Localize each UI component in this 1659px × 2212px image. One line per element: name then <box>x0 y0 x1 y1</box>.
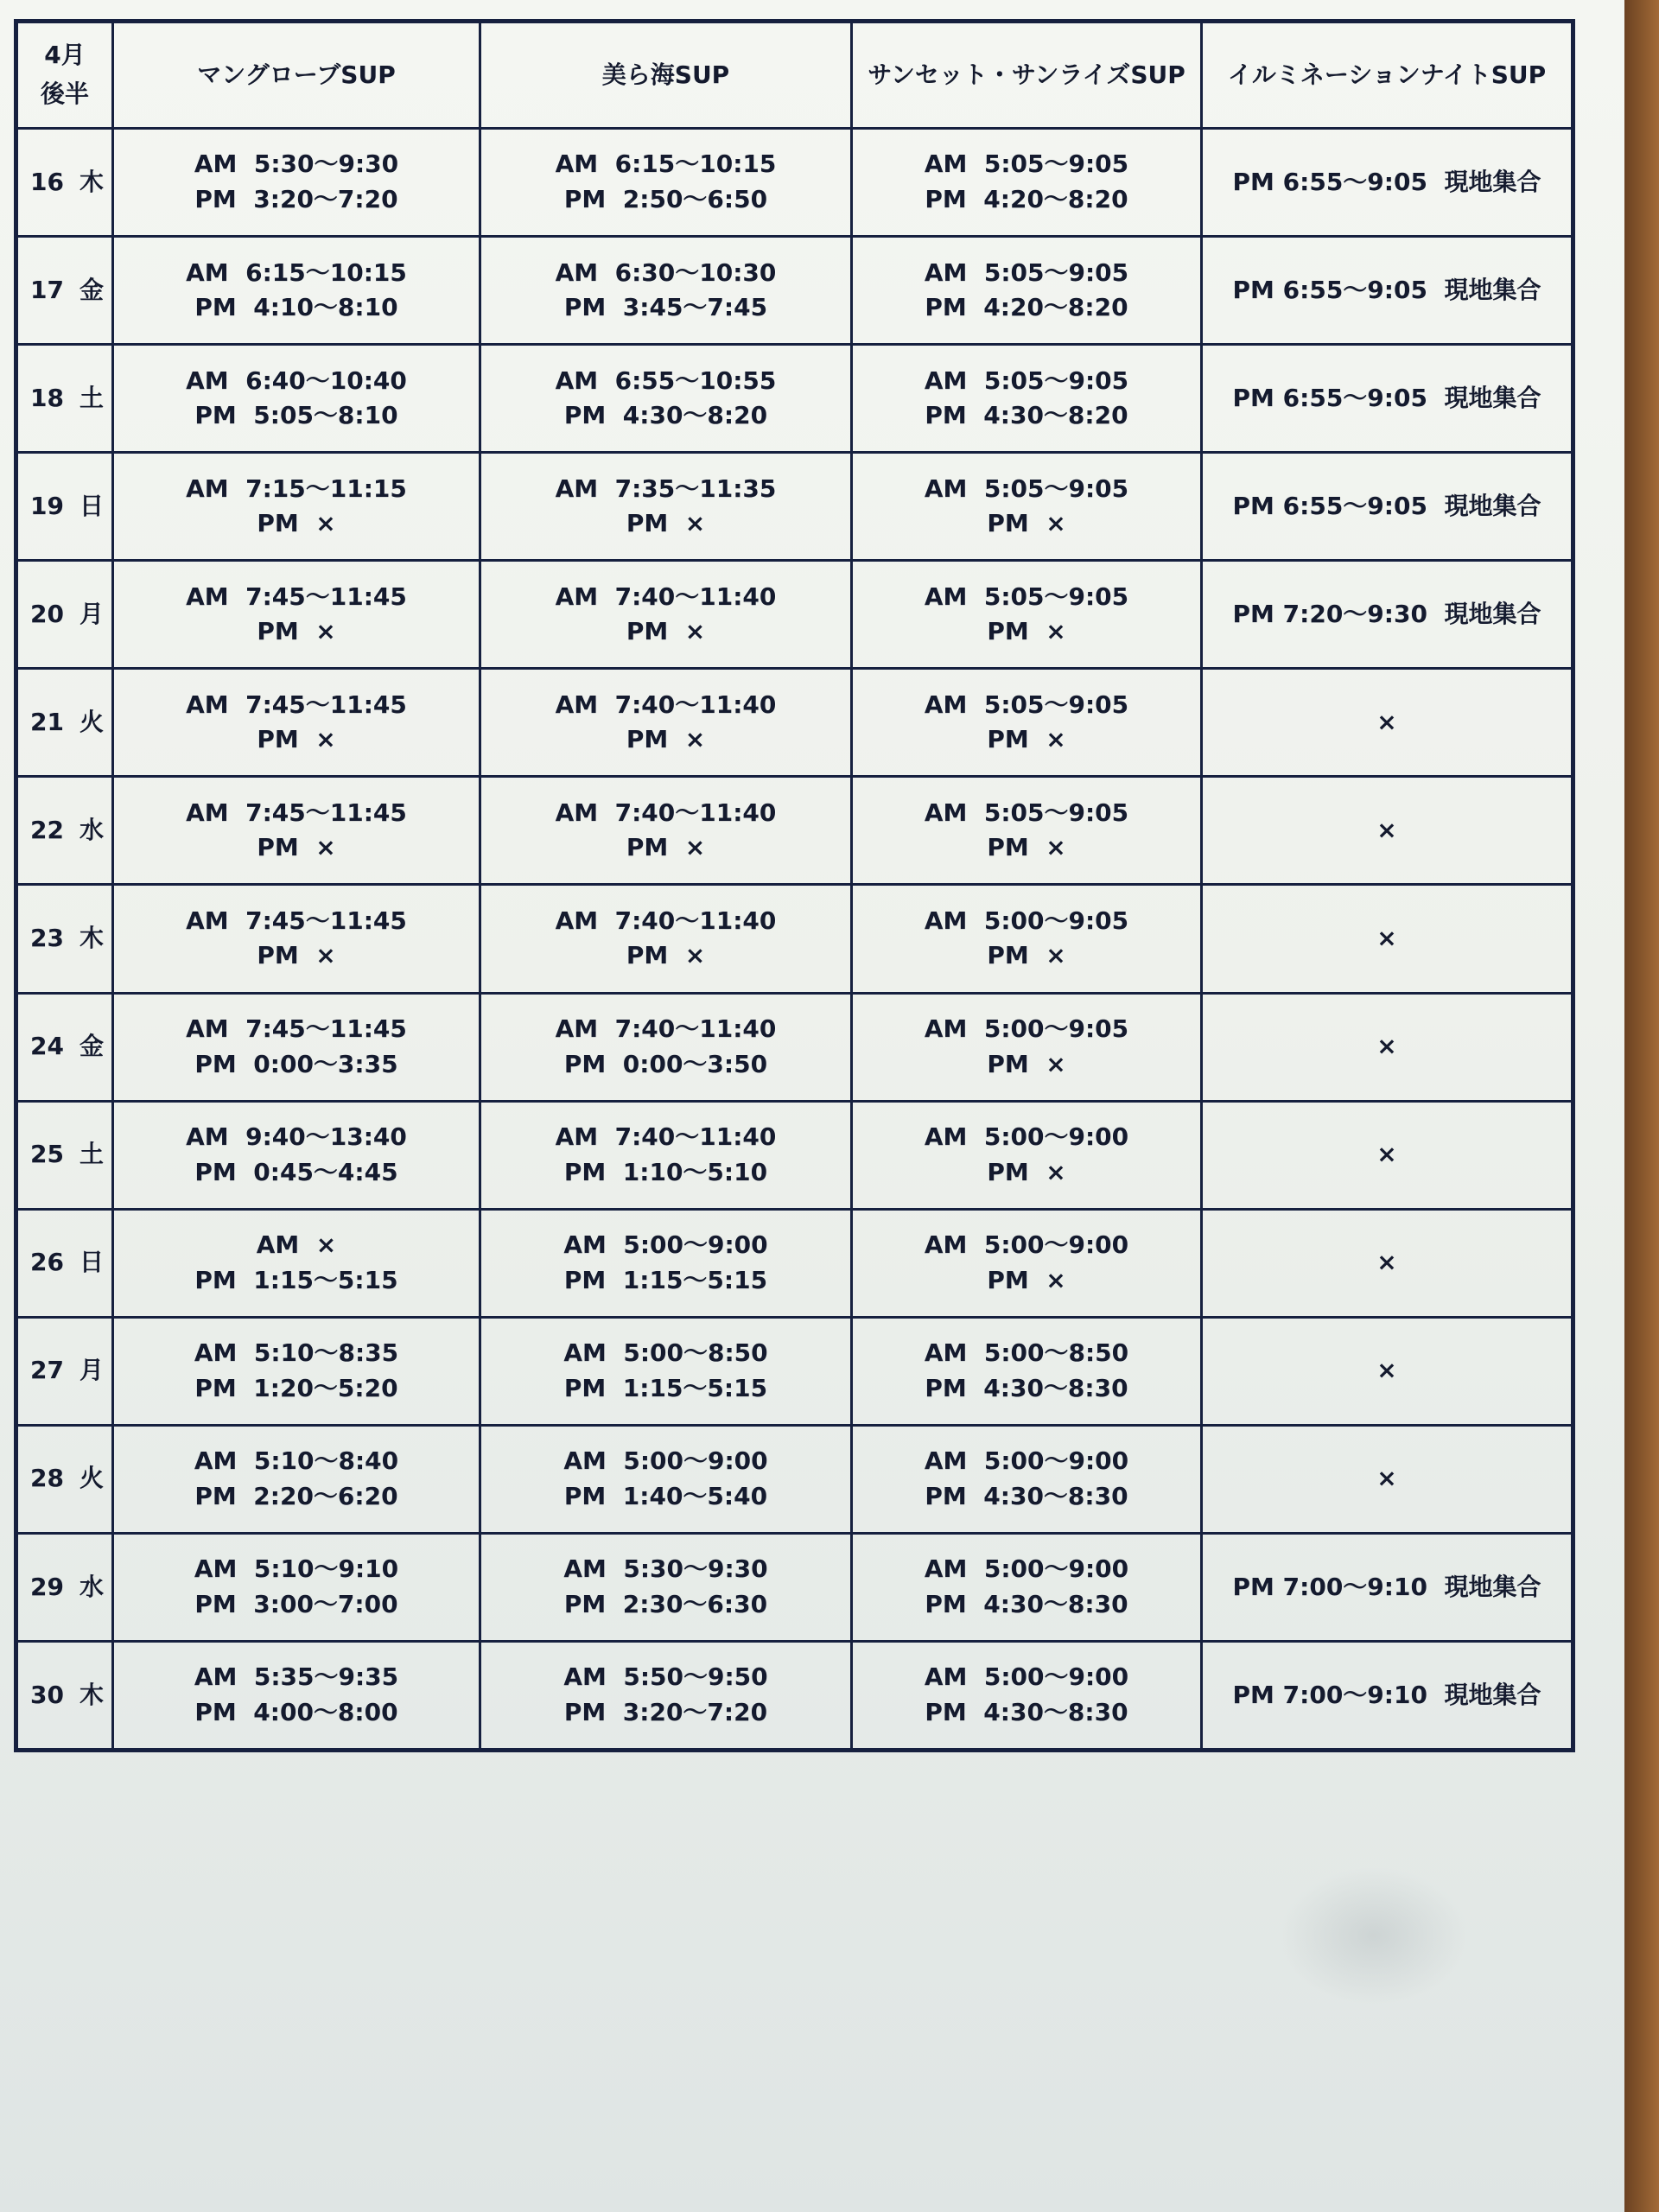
weekday: 土 <box>79 1140 104 1169</box>
time-slot: PM × <box>987 1265 1066 1294</box>
mangrove-cell <box>113 669 480 777</box>
day-number: 29 <box>30 1572 64 1601</box>
time-slot: AM 5:05〜9:05 <box>924 149 1129 179</box>
time-slot: PM 2:30〜6:30 <box>563 1589 768 1618</box>
weekday: 火 <box>79 1464 104 1493</box>
time-slot: PM 4:30〜8:20 <box>925 401 1128 430</box>
time-slot: AM 5:10〜9:10 <box>194 1554 399 1584</box>
mangrove-cell <box>113 1317 480 1425</box>
time-slot: AM 7:40〜11:40 <box>555 906 777 935</box>
date-cell <box>16 561 113 669</box>
day-number: 16 <box>30 167 64 196</box>
time-slot: AM 5:00〜9:00 <box>924 1554 1129 1584</box>
sunset-sunrise-cell <box>852 885 1202 993</box>
weekday: 月 <box>79 599 104 628</box>
day-number: 22 <box>30 816 64 845</box>
time-slot: AM 5:00〜9:00 <box>924 1662 1129 1692</box>
time-slot: PM 3:20〜7:20 <box>563 1697 768 1726</box>
churaumi-cell <box>480 1209 852 1317</box>
time-slot: AM 7:45〜11:45 <box>186 1014 407 1043</box>
time-slot: AM 5:00〜9:00 <box>563 1230 768 1260</box>
time-slot: PM 4:30〜8:30 <box>925 1481 1128 1510</box>
time-slot: PM 4:00〜8:00 <box>194 1697 398 1726</box>
time-slot: AM 7:40〜11:40 <box>555 798 777 827</box>
time-slot: PM × <box>626 725 706 754</box>
time-slot: PM 0:45〜4:45 <box>194 1157 398 1186</box>
time-slot: AM 5:30〜9:30 <box>563 1554 768 1584</box>
day-number: 25 <box>30 1140 64 1169</box>
churaumi-cell <box>480 453 852 561</box>
table-row <box>16 1101 1573 1209</box>
sunset-sunrise-cell <box>852 1641 1202 1750</box>
time-slot: AM 5:10〜8:40 <box>194 1446 399 1476</box>
day-number: 20 <box>30 599 64 628</box>
day-number: 17 <box>30 275 64 304</box>
time-slot: PM 4:30〜8:30 <box>925 1697 1128 1726</box>
sunset-sunrise-cell <box>852 1209 1202 1317</box>
time-slot: AM 5:00〜9:05 <box>924 1014 1129 1043</box>
time-slot: AM × <box>256 1230 337 1260</box>
mangrove-cell <box>113 561 480 669</box>
date-cell <box>16 453 113 561</box>
time-slot: AM 6:30〜10:30 <box>555 257 777 287</box>
churaumi-cell <box>480 1101 852 1209</box>
table-row <box>16 345 1573 453</box>
sunset-sunrise-cell <box>852 453 1202 561</box>
time-slot: PM 6:55〜9:05 現地集合 <box>1232 275 1541 304</box>
churaumi-cell <box>480 885 852 993</box>
time-slot: AM 6:15〜10:15 <box>555 149 777 179</box>
time-slot: AM 5:30〜9:30 <box>194 149 399 179</box>
time-slot: PM 1:40〜5:40 <box>563 1481 768 1510</box>
table-row <box>16 1533 1573 1641</box>
time-slot: AM 5:05〜9:05 <box>924 474 1129 503</box>
churaumi-cell <box>480 993 852 1101</box>
time-slot: PM 1:15〜5:15 <box>563 1373 768 1402</box>
illumination-night-cell <box>1202 1209 1573 1317</box>
illumination-night-cell <box>1202 561 1573 669</box>
time-slot: AM 5:50〜9:50 <box>563 1662 768 1692</box>
illumination-night-cell <box>1202 1425 1573 1533</box>
time-slot: PM × <box>987 509 1066 538</box>
mangrove-cell <box>113 453 480 561</box>
weekday: 火 <box>79 708 104 737</box>
time-slot: AM 7:45〜11:45 <box>186 798 407 827</box>
illumination-night-cell <box>1202 237 1573 345</box>
table-row <box>16 993 1573 1101</box>
time-slot: AM 5:00〜8:50 <box>563 1338 768 1368</box>
weekday: 金 <box>79 275 104 304</box>
illumination-night-cell <box>1202 345 1573 453</box>
time-slot: PM 7:00〜9:10 現地集合 <box>1232 1572 1541 1601</box>
time-slot: PM 7:20〜9:30 現地集合 <box>1232 599 1541 628</box>
time-slot: PM × <box>257 725 336 754</box>
time-slot: PM × <box>257 941 336 970</box>
time-slot: × <box>1376 1140 1397 1169</box>
date-cell <box>16 129 113 237</box>
column-header-mangrove: マングローブSUP <box>113 22 480 129</box>
time-slot: AM 5:05〜9:05 <box>924 690 1129 719</box>
table-row <box>16 669 1573 777</box>
sunset-sunrise-cell <box>852 1425 1202 1533</box>
weekday: 木 <box>79 924 104 953</box>
time-slot: PM 0:00〜3:50 <box>563 1049 768 1078</box>
churaumi-cell <box>480 1317 852 1425</box>
churaumi-cell <box>480 237 852 345</box>
time-slot: PM × <box>257 509 336 538</box>
time-slot: PM × <box>987 617 1066 646</box>
mangrove-cell <box>113 777 480 885</box>
table-row <box>16 1317 1573 1425</box>
column-header-sunset-sunrise: サンセット・サンライズSUP <box>852 22 1202 129</box>
time-slot: PM × <box>626 833 706 862</box>
illumination-night-cell <box>1202 1533 1573 1641</box>
time-slot: PM × <box>626 941 706 970</box>
time-slot: PM × <box>626 617 706 646</box>
time-slot: AM 5:00〜9:00 <box>924 1230 1129 1260</box>
time-slot: AM 5:05〜9:05 <box>924 582 1129 611</box>
table-row <box>16 237 1573 345</box>
time-slot: PM × <box>987 1157 1066 1186</box>
date-cell <box>16 1533 113 1641</box>
day-number: 23 <box>30 924 64 953</box>
sunset-sunrise-cell <box>852 669 1202 777</box>
churaumi-cell <box>480 561 852 669</box>
time-slot: AM 6:15〜10:15 <box>186 257 407 287</box>
month-label: 4月 <box>44 41 86 70</box>
mangrove-cell <box>113 1101 480 1209</box>
time-slot: AM 7:15〜11:15 <box>186 474 407 503</box>
time-slot: AM 5:00〜9:05 <box>924 906 1129 935</box>
column-header-illumination-night: イルミネーションナイトSUP <box>1202 22 1573 129</box>
day-number: 18 <box>30 383 64 412</box>
time-slot: PM 0:00〜3:35 <box>194 1049 398 1078</box>
time-slot: AM 5:00〜9:00 <box>924 1122 1129 1151</box>
time-slot: AM 5:00〜9:00 <box>563 1446 768 1476</box>
weekday: 土 <box>79 383 104 412</box>
time-slot: AM 7:45〜11:45 <box>186 582 407 611</box>
day-number: 24 <box>30 1032 64 1061</box>
date-cell <box>16 885 113 993</box>
table-row <box>16 1209 1573 1317</box>
time-slot: AM 7:45〜11:45 <box>186 690 407 719</box>
day-number: 28 <box>30 1464 64 1493</box>
time-slot: AM 9:40〜13:40 <box>186 1122 407 1151</box>
illumination-night-cell <box>1202 1641 1573 1750</box>
date-cell <box>16 1101 113 1209</box>
time-slot: PM 6:55〜9:05 現地集合 <box>1232 491 1541 520</box>
time-slot: PM 3:00〜7:00 <box>194 1589 398 1618</box>
time-slot: PM × <box>987 833 1066 862</box>
table-row <box>16 561 1573 669</box>
time-slot: PM 3:20〜7:20 <box>194 185 398 214</box>
mangrove-cell <box>113 1425 480 1533</box>
date-cell <box>16 237 113 345</box>
sunset-sunrise-cell <box>852 561 1202 669</box>
column-header-churaumi: 美ら海SUP <box>480 22 852 129</box>
mangrove-cell <box>113 1533 480 1641</box>
day-number: 26 <box>30 1248 64 1277</box>
day-number: 21 <box>30 708 64 737</box>
sunset-sunrise-cell <box>852 237 1202 345</box>
weekday: 月 <box>79 1356 104 1385</box>
time-slot: AM 5:05〜9:05 <box>924 257 1129 287</box>
mangrove-cell <box>113 237 480 345</box>
date-cell <box>16 1641 113 1750</box>
sunset-sunrise-cell <box>852 1317 1202 1425</box>
churaumi-cell <box>480 1641 852 1750</box>
time-slot: PM 3:45〜7:45 <box>563 293 768 322</box>
mangrove-cell <box>113 345 480 453</box>
mangrove-cell <box>113 1209 480 1317</box>
date-cell <box>16 777 113 885</box>
table-row <box>16 885 1573 993</box>
time-slot: × <box>1376 708 1397 737</box>
time-slot: AM 7:40〜11:40 <box>555 582 777 611</box>
mangrove-cell <box>113 1641 480 1750</box>
churaumi-cell <box>480 777 852 885</box>
table-surface-edge <box>1624 0 1659 2212</box>
time-slot: PM × <box>257 833 336 862</box>
half-label: 後半 <box>40 79 89 108</box>
weekday: 金 <box>79 1032 104 1061</box>
time-slot: PM × <box>987 941 1066 970</box>
sunset-sunrise-cell <box>852 993 1202 1101</box>
mangrove-cell <box>113 993 480 1101</box>
time-slot: PM × <box>987 725 1066 754</box>
time-slot: PM 4:20〜8:20 <box>925 293 1128 322</box>
churaumi-cell <box>480 345 852 453</box>
weekday: 日 <box>79 491 104 520</box>
illumination-night-cell <box>1202 993 1573 1101</box>
time-slot: PM 2:20〜6:20 <box>194 1481 398 1510</box>
time-slot: PM 4:30〜8:30 <box>925 1373 1128 1402</box>
mangrove-cell <box>113 129 480 237</box>
illumination-night-cell <box>1202 885 1573 993</box>
weekday: 木 <box>79 167 104 196</box>
date-cell <box>16 993 113 1101</box>
sunset-sunrise-cell <box>852 345 1202 453</box>
time-slot: PM × <box>257 617 336 646</box>
time-slot: × <box>1376 816 1397 845</box>
time-slot: PM 6:55〜9:05 現地集合 <box>1232 383 1541 412</box>
time-slot: AM 5:05〜9:05 <box>924 798 1129 827</box>
time-slot: PM 1:15〜5:15 <box>563 1265 768 1294</box>
time-slot: AM 7:40〜11:40 <box>555 690 777 719</box>
table-row <box>16 453 1573 561</box>
time-slot: AM 5:00〜8:50 <box>924 1338 1129 1368</box>
table-row <box>16 1425 1573 1533</box>
date-cell <box>16 1317 113 1425</box>
day-number: 27 <box>30 1356 64 1385</box>
table-row <box>16 777 1573 885</box>
time-slot: AM 6:40〜10:40 <box>186 365 407 395</box>
date-cell <box>16 669 113 777</box>
time-slot: PM 4:20〜8:20 <box>925 185 1128 214</box>
time-slot: AM 7:40〜11:40 <box>555 1014 777 1043</box>
time-slot: PM 1:10〜5:10 <box>563 1157 768 1186</box>
time-slot: × <box>1376 1356 1397 1385</box>
time-slot: PM 4:30〜8:20 <box>563 401 768 430</box>
time-slot: AM 7:40〜11:40 <box>555 1122 777 1151</box>
sunset-sunrise-cell <box>852 129 1202 237</box>
time-slot: AM 7:45〜11:45 <box>186 906 407 935</box>
time-slot: PM 4:10〜8:10 <box>194 293 398 322</box>
table-row <box>16 129 1573 237</box>
paper-crease <box>1279 1866 1469 2005</box>
sunset-sunrise-cell <box>852 777 1202 885</box>
time-slot: × <box>1376 924 1397 953</box>
sunset-sunrise-cell <box>852 1101 1202 1209</box>
schedule-table <box>14 19 1575 1752</box>
time-slot: AM 5:05〜9:05 <box>924 365 1129 395</box>
mangrove-cell <box>113 885 480 993</box>
time-slot: PM 1:20〜5:20 <box>194 1373 398 1402</box>
time-slot: × <box>1376 1032 1397 1061</box>
date-cell <box>16 1425 113 1533</box>
time-slot: PM 6:55〜9:05 現地集合 <box>1232 167 1541 196</box>
day-number: 30 <box>30 1680 64 1709</box>
illumination-night-cell <box>1202 453 1573 561</box>
illumination-night-cell <box>1202 1101 1573 1209</box>
weekday: 木 <box>79 1680 104 1709</box>
time-slot: × <box>1376 1464 1397 1493</box>
time-slot: PM 7:00〜9:10 現地集合 <box>1232 1680 1541 1709</box>
time-slot: × <box>1376 1248 1397 1277</box>
churaumi-cell <box>480 669 852 777</box>
illumination-night-cell <box>1202 129 1573 237</box>
churaumi-cell <box>480 129 852 237</box>
churaumi-cell <box>480 1425 852 1533</box>
date-cell <box>16 345 113 453</box>
time-slot: AM 5:00〜9:00 <box>924 1446 1129 1476</box>
month-header-cell <box>16 22 113 129</box>
time-slot: PM 1:15〜5:15 <box>194 1265 398 1294</box>
time-slot: AM 5:10〜8:35 <box>194 1338 399 1368</box>
header-row <box>16 22 1573 129</box>
illumination-night-cell <box>1202 669 1573 777</box>
weekday: 日 <box>79 1248 104 1277</box>
time-slot: AM 5:35〜9:35 <box>194 1662 399 1692</box>
day-number: 19 <box>30 491 64 520</box>
time-slot: PM 5:05〜8:10 <box>194 401 398 430</box>
schedule-body <box>16 129 1573 1751</box>
time-slot: PM 4:30〜8:30 <box>925 1589 1128 1618</box>
illumination-night-cell <box>1202 1317 1573 1425</box>
time-slot: PM × <box>987 1049 1066 1078</box>
time-slot: PM × <box>626 509 706 538</box>
time-slot: PM 2:50〜6:50 <box>563 185 768 214</box>
date-cell <box>16 1209 113 1317</box>
time-slot: AM 6:55〜10:55 <box>555 365 777 395</box>
time-slot: AM 7:35〜11:35 <box>555 474 777 503</box>
sunset-sunrise-cell <box>852 1533 1202 1641</box>
weekday: 水 <box>79 1572 104 1601</box>
churaumi-cell <box>480 1533 852 1641</box>
table-row <box>16 1641 1573 1750</box>
illumination-night-cell <box>1202 777 1573 885</box>
weekday: 水 <box>79 816 104 845</box>
